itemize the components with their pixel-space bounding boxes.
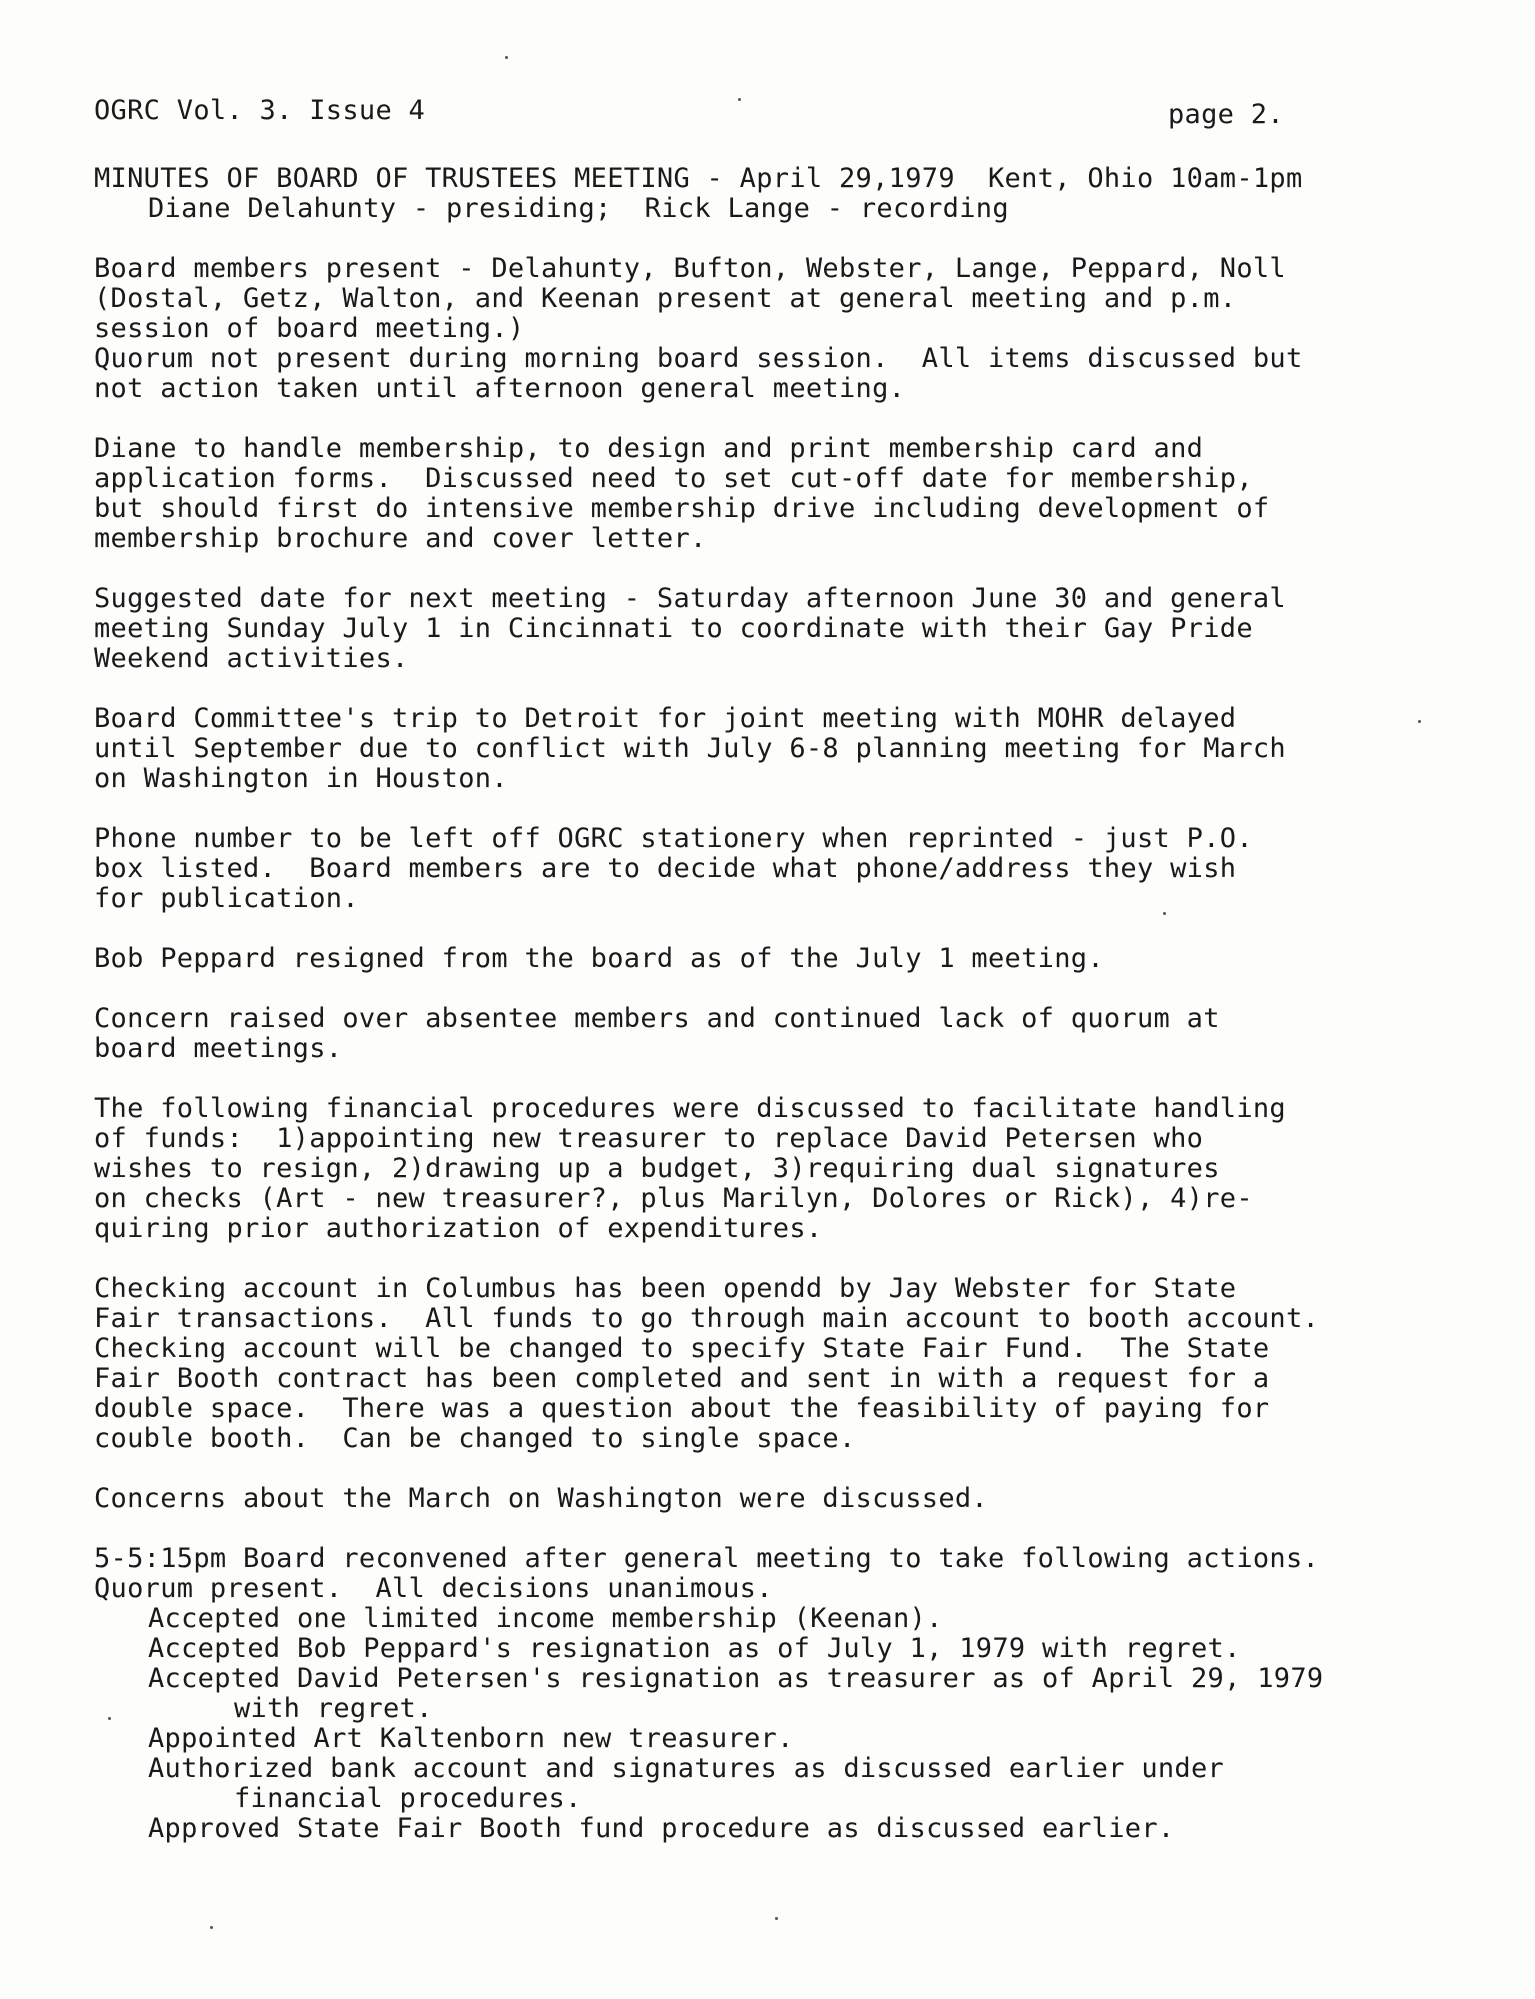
paragraph-line: membership brochure and cover letter. bbox=[94, 523, 707, 554]
action-item-continuation: financial procedures. bbox=[234, 1783, 582, 1814]
paragraph-phone-number bbox=[94, 824, 1494, 914]
action-item: Approved State Fair Booth fund procedure as discussed earlier. bbox=[148, 1813, 1175, 1844]
paragraph-line: quiring prior authorization of expenditures. bbox=[94, 1213, 823, 1244]
actions-section bbox=[94, 1544, 1494, 1844]
paragraph-line: Concerns about the March on Washington were discussed. bbox=[94, 1483, 988, 1514]
paragraph-line: Board Committee's trip to Detroit for joint meeting with MOHR delayed bbox=[94, 703, 1237, 734]
minutes-body bbox=[94, 164, 1494, 1844]
paper-speck bbox=[505, 56, 508, 59]
paragraph-line: meeting Sunday July 1 in Cincinnati to coordinate with their Gay Pride bbox=[94, 613, 1253, 644]
actions-intro-line: Quorum present. All decisions unanimous. bbox=[94, 1573, 773, 1604]
paragraph-detroit-trip bbox=[94, 704, 1494, 794]
paragraph-line: couble booth. Can be changed to single space. bbox=[94, 1423, 856, 1454]
paragraph-checking-account bbox=[94, 1274, 1494, 1454]
action-item: Accepted one limited income membership (Keenan). bbox=[148, 1603, 943, 1634]
minutes-title: MINUTES OF BOARD OF TRUSTEES MEETING - April 29,1979 Kent, Ohio 10am-1pm bbox=[94, 163, 1303, 194]
paragraph-peppard-resignation bbox=[94, 944, 1494, 974]
paragraph-line: (Dostal, Getz, Walton, and Keenan present at general meeting and p.m. bbox=[94, 283, 1237, 314]
paper-speck bbox=[108, 1717, 111, 1720]
minutes-title-block bbox=[94, 164, 1494, 224]
paragraph-line: for publication. bbox=[94, 883, 359, 914]
paper-speck bbox=[1163, 912, 1166, 915]
paragraph-line: wishes to resign, 2)drawing up a budget, 3)requiring dual signatures bbox=[94, 1153, 1220, 1184]
paragraph-line: on checks (Art - new treasurer?, plus Marilyn, Dolores or Rick), 4)re- bbox=[94, 1183, 1253, 1214]
paragraph-line: board meetings. bbox=[94, 1033, 343, 1064]
paragraph-line: Board members present - Delahunty, Bufton, Webster, Lange, Peppard, Noll bbox=[94, 253, 1286, 284]
paragraph-line: application forms. Discussed need to set cut-off date for membership, bbox=[94, 463, 1253, 494]
paragraph-line: Fair Booth contract has been completed and sent in with a request for a bbox=[94, 1363, 1270, 1394]
paragraph-line: box listed. Board members are to decide what phone/address they wish bbox=[94, 853, 1237, 884]
paragraph-line: Checking account will be changed to specify State Fair Fund. The State bbox=[94, 1333, 1270, 1364]
action-item: Accepted Bob Peppard's resignation as of July 1, 1979 with regret. bbox=[148, 1633, 1241, 1664]
paper-speck bbox=[1418, 720, 1421, 723]
paragraph-line: until September due to conflict with July 6-8 planning meeting for March bbox=[94, 733, 1286, 764]
paper-speck bbox=[775, 1917, 778, 1920]
paragraph-line: The following financial procedures were discussed to facilitate handling bbox=[94, 1093, 1286, 1124]
paragraph-line: double space. There was a question about the feasibility of paying for bbox=[94, 1393, 1270, 1424]
paragraph-line: Weekend activities. bbox=[94, 643, 409, 674]
paragraph-line: Concern raised over absentee members and continued lack of quorum at bbox=[94, 1003, 1220, 1034]
paragraph-membership bbox=[94, 434, 1494, 554]
paragraph-line: session of board meeting.) bbox=[94, 313, 525, 344]
paragraph-line: but should first do intensive membership drive including development of bbox=[94, 493, 1270, 524]
paragraph-march-washington bbox=[94, 1484, 1494, 1514]
minutes-officers: Diane Delahunty - presiding; Rick Lange - recording bbox=[148, 193, 1009, 224]
paragraph-line: not action taken until afternoon general meeting. bbox=[94, 373, 906, 404]
paragraph-line: Diane to handle membership, to design and print membership card and bbox=[94, 433, 1204, 464]
actions-intro-line: 5-5:15pm Board reconvened after general meeting to take following actions. bbox=[94, 1543, 1320, 1574]
paragraph-attendance bbox=[94, 254, 1494, 404]
paragraph-line: Suggested date for next meeting - Saturday afternoon June 30 and general bbox=[94, 583, 1286, 614]
paragraph-next-meeting bbox=[94, 584, 1494, 674]
page-number: page 2. bbox=[1168, 99, 1284, 130]
paragraph-line: Phone number to be left off OGRC stationery when reprinted - just P.O. bbox=[94, 823, 1253, 854]
action-item: Appointed Art Kaltenborn new treasurer. bbox=[148, 1723, 794, 1754]
paper-speck bbox=[210, 1926, 213, 1929]
action-item: Accepted David Petersen's resignation as treasurer as of April 29, 1979 bbox=[148, 1663, 1324, 1694]
paragraph-line: Quorum not present during morning board session. All items discussed but bbox=[94, 343, 1303, 374]
paper-speck bbox=[738, 98, 741, 101]
paragraph-line: of funds: 1)appointing new treasurer to replace David Petersen who bbox=[94, 1123, 1204, 1154]
paragraph-line: on Washington in Houston. bbox=[94, 763, 508, 794]
newsletter-issue-label: OGRC Vol. 3. Issue 4 bbox=[94, 95, 426, 126]
paragraph-financial-procedures bbox=[94, 1094, 1494, 1244]
paragraph-quorum-concern bbox=[94, 1004, 1494, 1064]
action-item-continuation: with regret. bbox=[234, 1693, 433, 1724]
paragraph-line: Bob Peppard resigned from the board as of the July 1 meeting. bbox=[94, 943, 1104, 974]
action-item: Authorized bank account and signatures as discussed earlier under bbox=[148, 1753, 1225, 1784]
paragraph-line: Checking account in Columbus has been opendd by Jay Webster for State bbox=[94, 1273, 1237, 1304]
paragraph-line: Fair transactions. All funds to go through main account to booth account. bbox=[94, 1303, 1320, 1334]
